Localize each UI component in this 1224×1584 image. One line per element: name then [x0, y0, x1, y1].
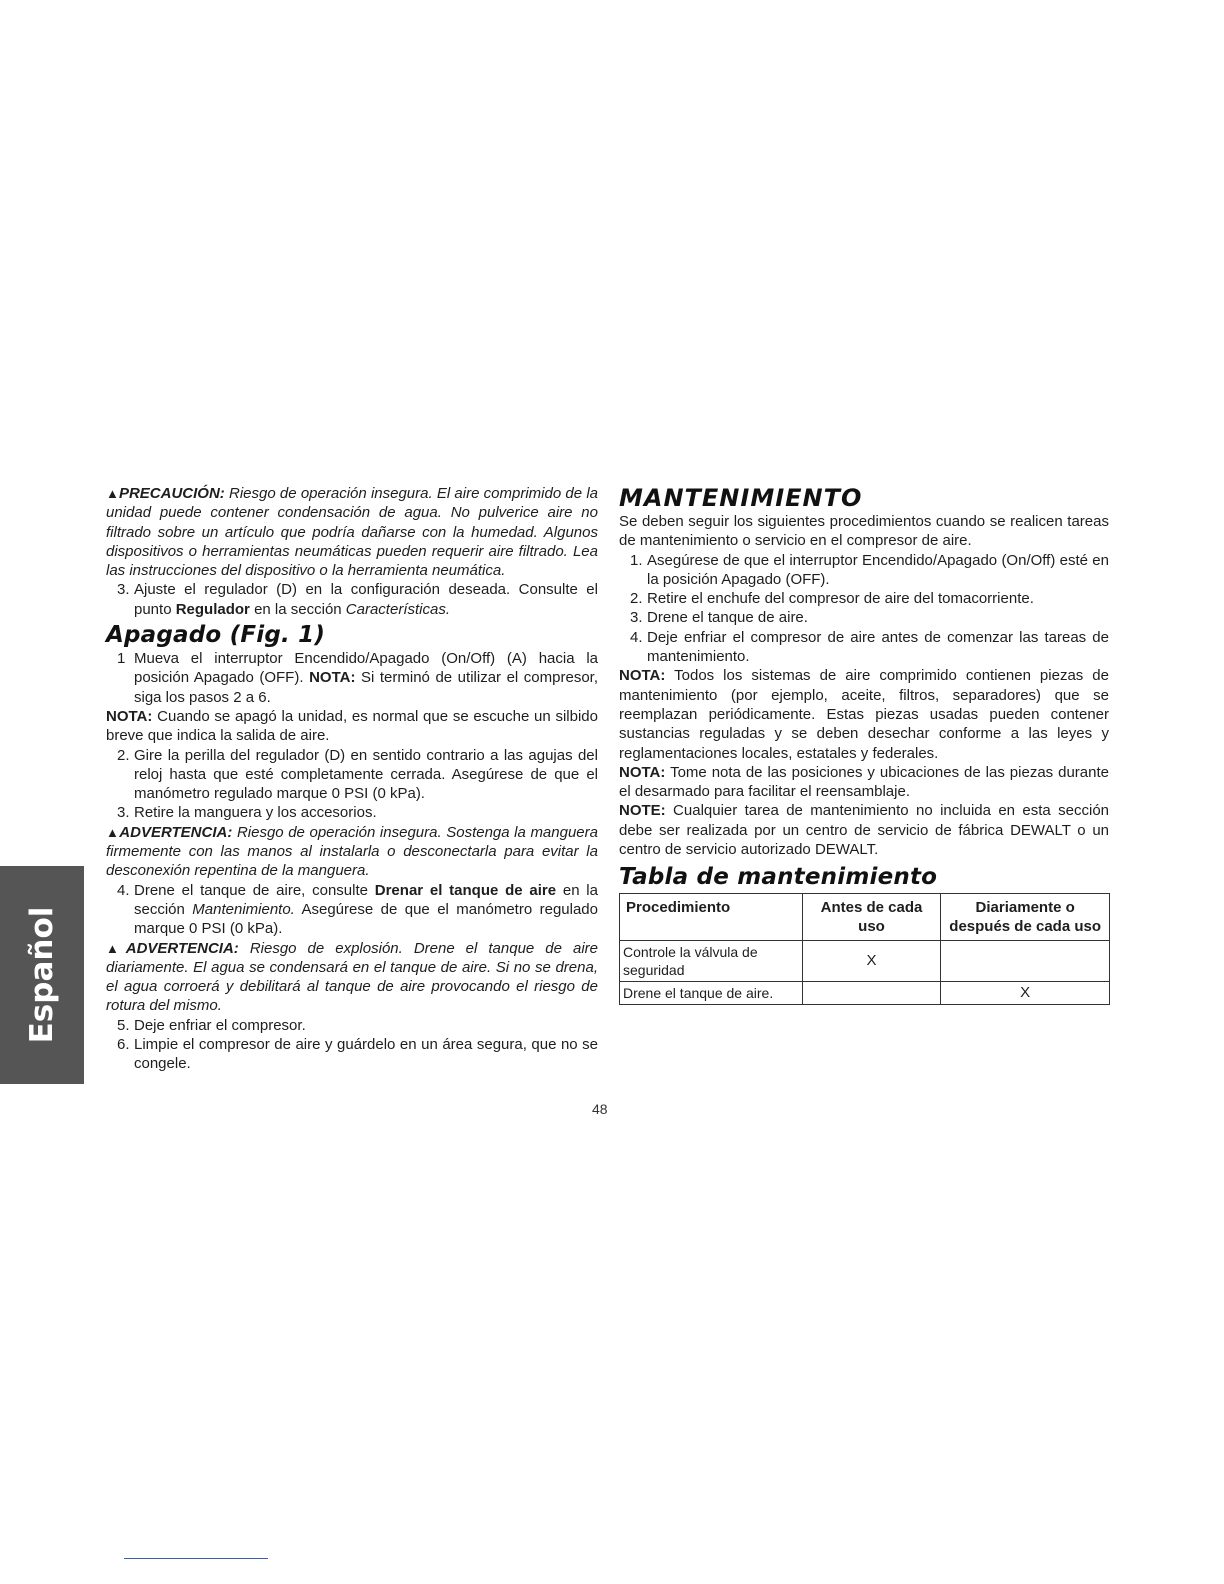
step-text: Limpie el compresor de aire y guárdelo en un área segura, que no se congele.: [134, 1036, 598, 1073]
list-item: [106, 1035, 598, 1074]
caution-label: PRECAUCIÓN:: [118, 485, 225, 502]
list-item: [619, 628, 1109, 667]
table-cell: X: [802, 941, 941, 982]
table-row: [620, 941, 1110, 982]
step-text: Asegúrese de que el interruptor Encendido/Apagado (On/Off) esté en la posición Apagado (OFF).: [647, 551, 1109, 588]
language-side-tab: [0, 866, 84, 1084]
step-number: 6.: [117, 1036, 130, 1054]
note-paragraph: [619, 666, 1109, 762]
step-text: Deje enfriar el compresor de aire antes de comenzar las tareas de mantenimiento.: [647, 628, 1109, 666]
column-header: Antes de cada uso: [802, 894, 941, 941]
setup-steps-list: [106, 580, 598, 619]
note-text: Cualquier tarea de mantenimiento no incluida en esta sección debe ser realizada por un centro de servicio de fábrica DEWALT o un centro de servicio autorizado DEWALT.: [619, 802, 1109, 859]
step-italic-ref: Mantenimiento.: [192, 900, 295, 918]
list-item: [106, 746, 598, 804]
section-heading-mantenimiento: MANTENIMIENTO: [619, 484, 863, 512]
warning-triangle-icon: ▲: [106, 824, 120, 840]
step-text: Si terminó de utilizar el compresor, siga los pasos 2 a 6.: [134, 669, 598, 706]
warning-paragraph: [106, 823, 598, 881]
list-item: [106, 1016, 598, 1035]
step-text: Gire la perilla del regulador (D) en sentido contrario a las agujas del reloj hasta que esté completamente cerrada. Asegúrese de que el manómetro regulado marque 0 PSI (0 kPa).: [134, 746, 598, 803]
list-item: [619, 551, 1109, 590]
step-text: Retire la manguera y los accesorios.: [134, 804, 377, 822]
warning-paragraph: [106, 939, 598, 1016]
intro-paragraph: Se deben seguir los siguientes procedimientos cuando se realicen tareas de mantenimiento o servicio en el compresor de aire.: [619, 513, 1109, 550]
note-paragraph: [106, 707, 598, 746]
left-column: [106, 484, 598, 1074]
step-text: Retire el enchufe del compresor de aire del tomacorriente.: [647, 590, 1034, 608]
table-cell: Drene el tanque de aire.: [620, 982, 803, 1005]
caution-text: Riesgo de operación insegura. El aire comprimido de la unidad puede contener condensación de agua. No pulverice aire no filtrado sobre un artículo que podría dañarse con la humedad. Algunos dispositivos o herramientas neumáticas pueden requerir aire filtrado. Lea las instrucciones del dispositivo o la herramienta neumática.: [106, 485, 599, 580]
step-number: 2.: [630, 590, 643, 608]
shutdown-steps-list-d: [106, 1016, 598, 1074]
bottom-rule: [124, 1558, 268, 1559]
warning-text: Riesgo de explosión. Drene el tanque de aire diariamente. El agua se condensará en el tanque de aire. Si no se drena, el agua corroerá y debilitará al tanque de aire provocando el riesgo de rotura del mismo.: [106, 939, 598, 1015]
column-header: Diariamente o después de cada uso: [941, 894, 1110, 941]
step-text: Drene el tanque de aire.: [647, 609, 808, 627]
step-italic-ref: Características.: [345, 600, 450, 618]
caution-paragraph: [106, 484, 598, 580]
section-heading-tabla: Tabla de mantenimiento: [619, 864, 938, 891]
step-bold-ref: Drenar el tanque de aire: [374, 881, 557, 899]
column-header: Procedimiento: [620, 894, 803, 941]
step-number: 4.: [630, 628, 643, 646]
list-item: [106, 649, 598, 707]
note-label: NOTE:: [619, 802, 666, 820]
page-number: 48: [592, 1101, 608, 1117]
step-text: Ajuste el regulador (D) en la configuración deseada. Consulte el punto: [134, 581, 598, 618]
table-header-row: [620, 894, 1110, 941]
step-number: 3.: [117, 804, 130, 822]
maintenance-table: [619, 893, 1110, 1005]
right-column: [619, 484, 1109, 1005]
side-tab-label: Español: [24, 906, 60, 1044]
note-text: Cuando se apagó la unidad, es normal que se escuche un silbido breve que indica la salida de aire.: [106, 707, 598, 745]
note-paragraph: [619, 763, 1109, 802]
warning-text: Riesgo de operación insegura. Sostenga la manguera firmemente con las manos al instalarla o desconectarla para evitar la desconexión repentina de la manguera.: [106, 823, 598, 880]
note-text: Todos los sistemas de aire comprimido contienen piezas de mantenimiento (por ejemplo, aceite, filtros, separadores) que se reemplazan periódicamente. Estas piezas usadas pueden contener sustancias reguladas y se deben desechar conforme a las leyes y reglamentaciones locales, estatales y federales.: [619, 667, 1109, 762]
table-cell: [802, 982, 941, 1005]
table-cell: X: [941, 982, 1110, 1005]
step-text: Deje enfriar el compresor.: [134, 1016, 306, 1034]
shutdown-steps-list-a: [106, 649, 598, 707]
step-bold-ref: Regulador: [175, 600, 250, 618]
shutdown-steps-list-b: [106, 746, 598, 823]
list-item: [619, 589, 1109, 608]
step-text: Drene el tanque de aire, consulte: [134, 881, 375, 899]
step-number: 3.: [117, 581, 130, 599]
list-item: [106, 580, 598, 619]
step-note-label: NOTA:: [309, 669, 356, 687]
note-label: NOTA:: [619, 763, 666, 781]
note-text: Tome nota de las posiciones y ubicaciones de las piezas durante el desarmado para facilitar el reensamblaje.: [619, 763, 1109, 801]
step-number: 1.: [630, 551, 643, 569]
warning-label: ADVERTENCIA:: [119, 823, 233, 841]
step-number: 4.: [117, 881, 130, 899]
step-number: 5.: [117, 1016, 130, 1034]
step-number: 3.: [630, 609, 643, 627]
table-cell: [941, 941, 1110, 982]
note-label: NOTA:: [619, 667, 666, 685]
step-number: 2.: [117, 746, 130, 764]
warning-triangle-icon: ▲: [106, 486, 119, 501]
step-text: en la sección: [134, 881, 598, 918]
list-item: [619, 608, 1109, 627]
table-row: [620, 982, 1110, 1005]
step-text: Mueva el interruptor Encendido/Apagado (On/Off) (A) hacia la posición Apagado (OFF).: [134, 650, 598, 687]
list-item: [106, 881, 598, 939]
warning-triangle-icon: ▲: [106, 940, 126, 956]
step-text: en la sección: [249, 600, 346, 618]
warning-label: ADVERTENCIA:: [125, 939, 239, 957]
list-item: [106, 803, 598, 822]
table-cell: Controle la válvula de seguridad: [620, 941, 803, 982]
maintenance-steps-list: [619, 551, 1109, 667]
note-label: NOTA:: [106, 707, 153, 725]
note-paragraph: [619, 801, 1109, 859]
step-number: 1: [117, 650, 126, 668]
shutdown-steps-list-c: [106, 881, 598, 939]
section-heading-apagado: Apagado (Fig. 1): [106, 622, 326, 649]
step-text: Asegúrese de que el manómetro regulado marque 0 PSI (0 kPa).: [134, 900, 598, 938]
